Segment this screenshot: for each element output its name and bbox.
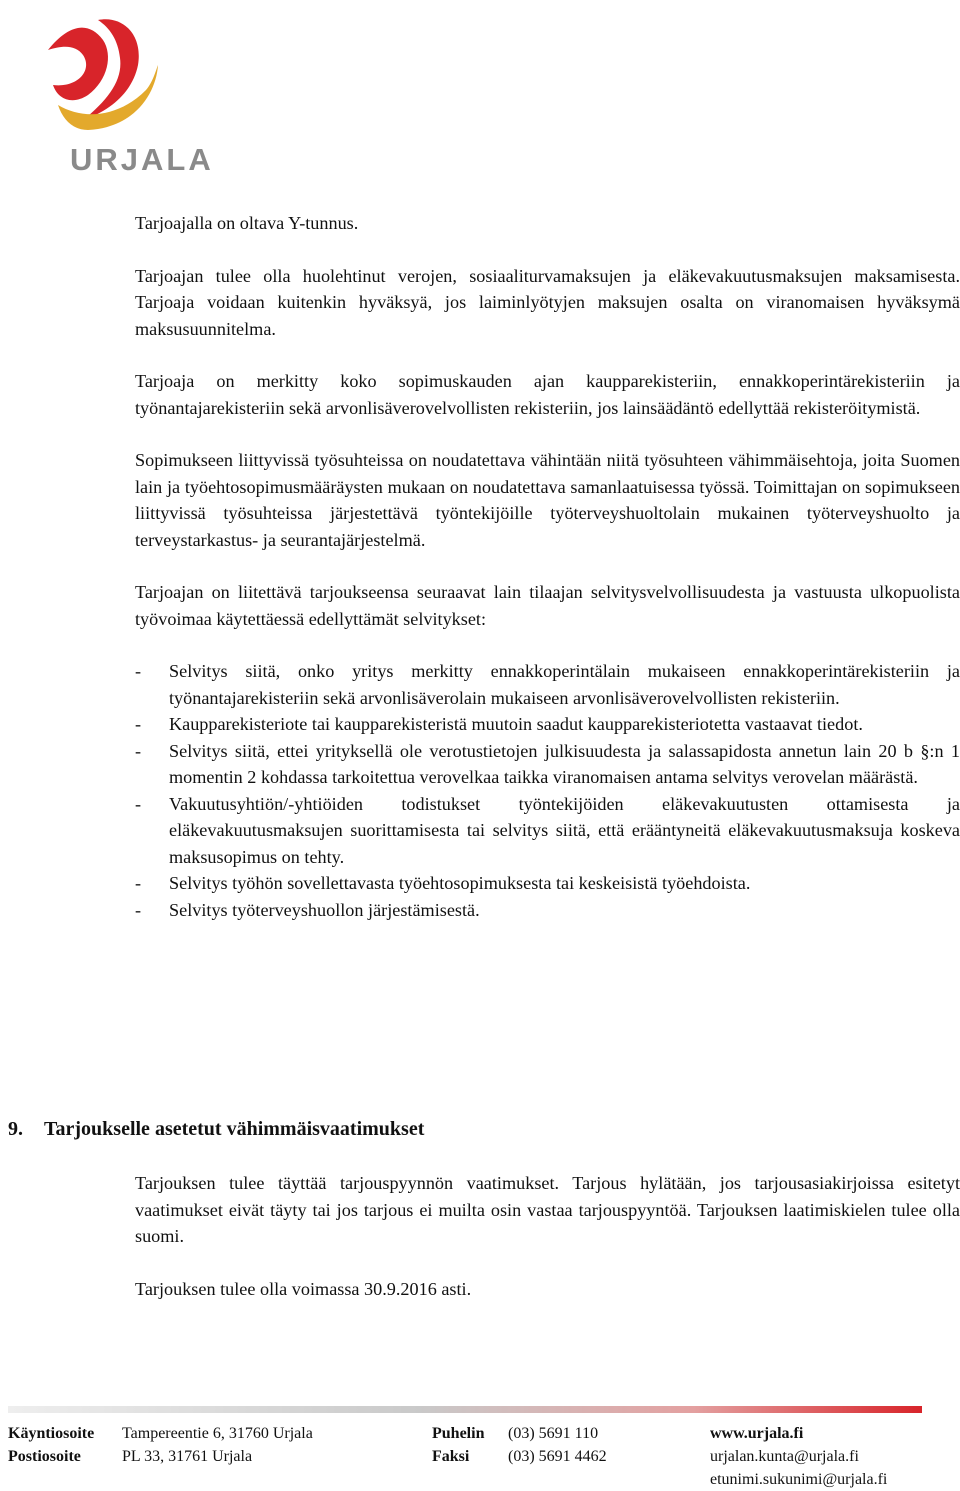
dash-bullet: - (135, 873, 142, 893)
logo-wordmark: URJALA (70, 142, 214, 177)
dash-bullet: - (135, 740, 142, 761)
requirements-list (135, 658, 960, 923)
paragraph: Tarjoajalla on oltava Y-tunnus. (135, 213, 359, 233)
postal-address-label: Postiosoite (8, 1448, 81, 1465)
section-number: 9. (8, 1118, 23, 1140)
email-link[interactable]: urjalan.kunta@urjala.fi (710, 1448, 859, 1465)
fax-label: Faksi (432, 1448, 470, 1465)
visit-address: Tampereentie 6, 31760 Urjala (122, 1425, 313, 1442)
section-body (135, 1170, 960, 1328)
phone-number: (03) 5691 110 (508, 1425, 599, 1442)
dash-bullet: - (135, 714, 142, 734)
dash-bullet: - (135, 899, 142, 920)
paragraph: Tarjouksen tulee olla voimassa 30.9.2016 asti. (135, 1278, 472, 1299)
email-link[interactable]: etunimi.sukunimi@urjala.fi (710, 1471, 888, 1488)
paragraph: Sopimukseen liittyvissä työsuhteissa on noudatettava vähintään niitä työsuhteen vähimmäisehtoja, joita Suomen lain ja työehtosopimusmääräysten mukaan on noudatettava samanlaatuisessa työssä. Toimittajan on sopimukseen liittyvissä työsuhteissa järjestettävä työntekijöille työterveyshuoltolain mukainen työterveyshuolto ja terveystarkastus- ja seurantajärjestelmä. (135, 450, 960, 550)
fax-number: (03) 5691 4462 (508, 1448, 607, 1465)
website-link[interactable]: www.urjala.fi (710, 1425, 804, 1442)
dove-emblem-icon (28, 10, 168, 140)
section-title: Tarjoukselle asetetut vähimmäisvaatimukset (44, 1118, 425, 1140)
paragraph: Tarjouksen tulee täyttää tarjouspyynnön vaatimukset. Tarjous hylätään, jos tarjousasiakirjoissa esitetyt vaatimukset eivät täyty tai jos tarjous ei muilta osin vastaa tarjouspyyntöä. Tarjouksen laatimiskielen tulee olla suomi. (135, 1173, 960, 1246)
list-item: - Selvitys siitä, ettei yrityksellä ole verotustietojen julkisuudesta ja salassapidosta annetun lain 20 b §:n 1 momentin 2 kohdassa tarkoitettua verovelkaa taikka viranomaisen antama selvitys verovelan määrästä. (135, 738, 960, 791)
footer-color-bar (8, 1403, 922, 1415)
paragraph: Tarjoajan tulee olla huolehtinut verojen, sosiaaliturvamaksujen ja eläkevakuutusmaksujen maksamisesta. Tarjoaja voidaan kuitenkin hyväksyä, jos laiminlyötyjen maksujen osalta on viranomaisen hyväksymä maksusuunnitelma. (135, 265, 960, 339)
dash-bullet: - (135, 661, 142, 681)
list-item: - Selvitys työterveyshuollon järjestämisestä. (135, 897, 960, 924)
postal-address: PL 33, 31761 Urjala (122, 1448, 253, 1465)
dash-bullet: - (135, 793, 142, 814)
list-item: - Kaupparekisteriote tai kaupparekisteristä muutoin saadut kaupparekisteriotetta vastaavat tiedot. (135, 711, 960, 738)
list-item: - Vakuutusyhtiön/-yhtiöiden todistukset työntekijöiden eläkevakuutusten ottamisesta ja eläkevakuutusmaksujen suorittamisesta tai selvitys siitä, että erääntyneitä eläkevakuutusmaksuja koskeva maksusopimus on tehty. (135, 791, 960, 871)
section-heading (8, 1118, 424, 1141)
urjala-logo (28, 10, 214, 177)
document-body (135, 210, 960, 943)
phone-label: Puhelin (432, 1425, 485, 1442)
list-item: - Selvitys työhön sovellettavasta työehtosopimuksesta tai keskeisistä työehdoista. (135, 870, 960, 897)
visit-address-label: Käyntiosoite (8, 1425, 95, 1442)
list-item: - Selvitys siitä, onko yritys merkitty ennakkoperintälain mukaiseen ennakkoperintärekisteriin ja työnantajarekisteriin sekä arvonlisäverolain mukaiseen arvonlisäverovelvollisten rekisteriin. (135, 658, 960, 711)
paragraph: Tarjoajan on liitettävä tarjoukseensa seuraavat lain tilaajan selvitysvelvollisuudesta ja vastuusta ulkopuolista työvoimaa käytettäessä edellyttämät selvitykset: (135, 582, 960, 629)
paragraph: Tarjoaja on merkitty koko sopimuskauden ajan kaupparekisteriin, ennakkoperintärekisteriin ja työnantajarekisteriin sekä arvonlisäverovelvollisten rekisteriin, jos lainsäädäntö edellyttää rekisteröitymistä. (135, 371, 960, 418)
